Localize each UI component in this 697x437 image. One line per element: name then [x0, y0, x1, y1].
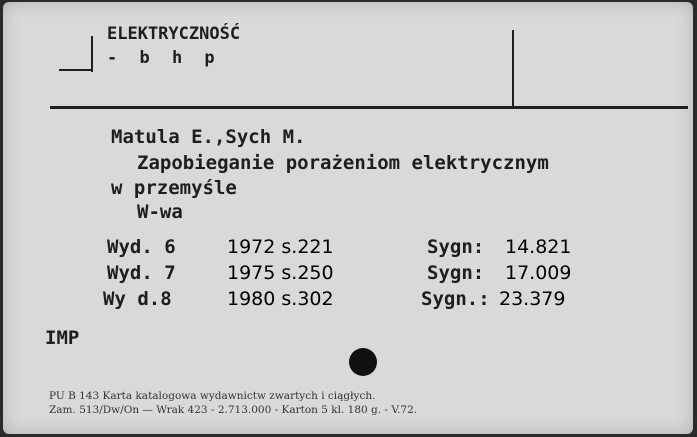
title-line-2: w przemyśle	[111, 177, 237, 199]
signature-label: Sygn:	[427, 262, 485, 284]
corner-horizontal-line	[59, 69, 93, 71]
signature-label: Sygn.:	[421, 288, 490, 310]
publication-place: W-wa	[137, 201, 183, 223]
signature-label: Sygn:	[427, 236, 485, 258]
footer-line-1: PU B 143 Karta katalogowa wydawnictw zwartych i ciągłych.	[49, 390, 376, 402]
signature-value: 14.821	[505, 236, 572, 258]
author-line: Matula E.,Sych M.	[111, 126, 306, 148]
signature-value: 17.009	[505, 262, 572, 284]
edition-year-pages: 1975 s.250	[227, 262, 334, 284]
footer-line-2: Zam. 513/Dw/On — Wrak 423 - 2.713.000 - Karton 5 kl. 180 g. - V.72.	[49, 404, 418, 416]
imp-mark: IMP	[45, 327, 80, 349]
corner-vertical-line	[91, 36, 93, 72]
edition-label: Wyd. 7	[107, 262, 176, 284]
edition-label: Wyd. 6	[107, 236, 176, 258]
title-line-1: Zapobieganie porażeniom elektrycznym	[137, 152, 549, 174]
edition-year-pages: 1980 s.302	[227, 288, 334, 310]
header-vertical-divider	[512, 30, 514, 108]
punch-hole	[349, 348, 377, 376]
catalog-card	[3, 2, 693, 434]
subject-heading: ELEKTRYCZNOŚĆ	[107, 24, 241, 44]
edition-year-pages: 1972 s.221	[227, 236, 334, 258]
subject-subdivision: - b h p	[107, 48, 221, 68]
signature-value: 23.379	[499, 288, 566, 310]
header-rule	[50, 106, 688, 109]
edition-label: Wy d.8	[103, 288, 172, 310]
